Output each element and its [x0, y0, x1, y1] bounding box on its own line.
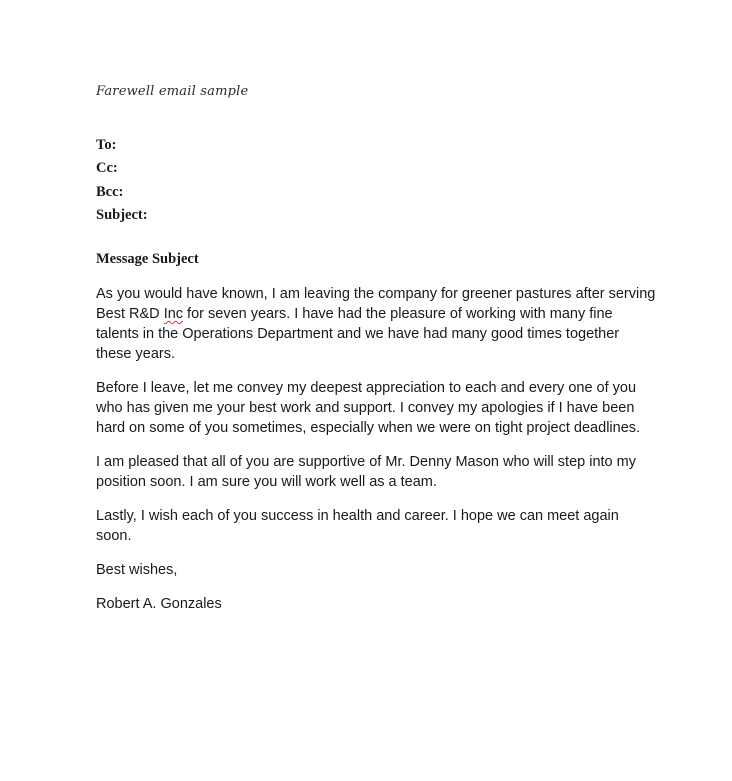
- signature: Robert A. Gonzales: [96, 596, 222, 612]
- paragraph-1: [96, 284, 656, 364]
- paragraph-2: Before I leave, let me convey my deepest appreciation to each and every one of you who has given me your best work and support. I convey my apologies if I have been hard on some of you sometimes, especially when we were on tight project deadlines.: [96, 380, 641, 436]
- paragraph-1-start: As you would have known, I am leaving the company for greener pastures after serving Best R&D: [96, 286, 656, 322]
- to-field-label: To:: [96, 137, 117, 153]
- paragraph-3: I am pleased that all of you are supportive of Mr. Denny Mason who will step into my position soon. I am sure you will work well as a team.: [96, 454, 636, 490]
- cc-field-label: Cc:: [96, 160, 118, 177]
- spellcheck-flagged-word[interactable]: Inc: [163, 306, 184, 322]
- paragraph-4: Lastly, I wish each of you success in health and career. I hope we can meet again soon.: [96, 508, 619, 544]
- document-title: Farewell email sample: [96, 84, 249, 99]
- message-subject-heading: Message Subject: [96, 251, 199, 267]
- email-header-fields: [96, 134, 148, 227]
- paragraph-1-end: for seven years. I have had the pleasure of working with many fine talents in the Operations Department and we have had many good times together these years.: [96, 306, 620, 362]
- message-body: [96, 284, 656, 628]
- closing-line: Best wishes,: [96, 562, 178, 578]
- bcc-field-label: Bcc:: [96, 183, 124, 200]
- subject-field-label: Subject:: [96, 206, 148, 223]
